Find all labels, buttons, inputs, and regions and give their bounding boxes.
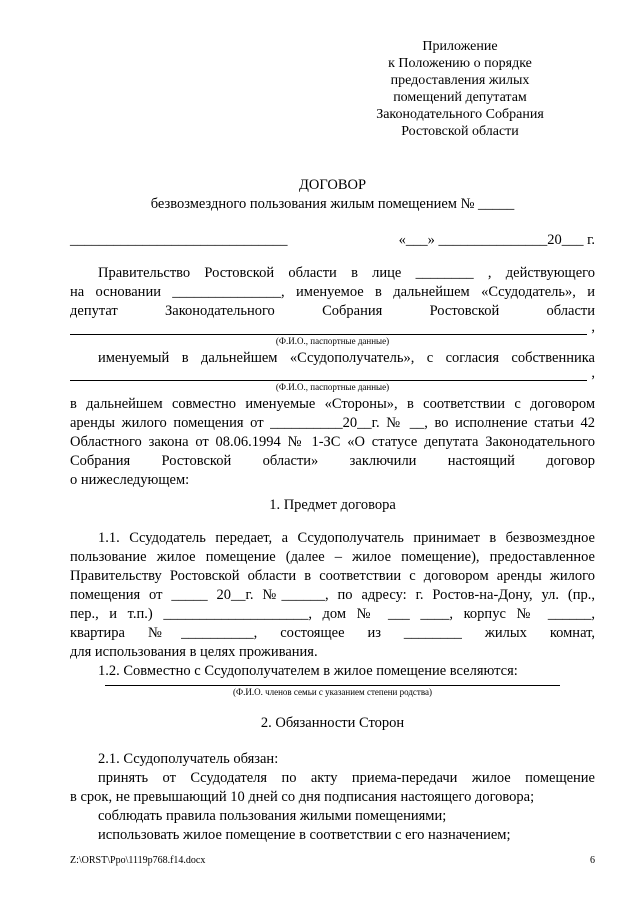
- caption-family: (Ф.И.О. членов семьи с указанием степени родства): [233, 687, 432, 697]
- intro-line: Правительство Ростовской области в лице ________ , действующего: [98, 265, 595, 281]
- clause-line: Правительству Ростовской области в соответствии с договором аренды жилого: [70, 568, 595, 584]
- document-page: [70, 0, 595, 905]
- clause-line: 1.1. Ссудодатель передает, а Ссудополучатель принимает в безвозмездное: [98, 530, 595, 546]
- clause-line: помещения от _____ 20__г. №______, по адресу: г. Ростов-на-Дону, ул. (пр.,: [70, 587, 595, 603]
- document-title: ДОГОВОР: [298, 177, 367, 193]
- place-blank: ______________________________: [70, 232, 288, 248]
- intro-line: на основании _______________, именуемое в дальнейшем «Ссудодатель», и: [70, 284, 595, 300]
- appendix-line: Приложение: [422, 39, 498, 54]
- deputy-name-blank: [70, 334, 587, 335]
- caption-owner: (Ф.И.О., паспортные данные): [275, 382, 390, 392]
- intro-line: в дальнейшем совместно именуемые «Стороны», в соответствии с договором: [70, 396, 595, 412]
- appendix-note: [355, 38, 565, 140]
- comma: ,: [591, 319, 595, 335]
- intro-line: именуемый в дальнейшем «Ссудополучатель», с согласия собственника: [98, 350, 595, 366]
- intro-line: депутат Законодательного Собрания Ростовской области: [70, 303, 595, 319]
- appendix-line: к Положению о порядке: [388, 56, 532, 71]
- intro-line: Областного закона от 08.06.1994 № 1-ЗС «О статусе депутата Законодательного: [70, 434, 595, 450]
- clause-line: принять от Ссудодателя по акту приема-передачи жилое помещение: [98, 770, 595, 786]
- page-number: 6: [590, 855, 595, 866]
- appendix-line: Ростовской области: [401, 124, 519, 139]
- clause-line: пользование жилое помещение (далее – жилое помещение), предоставленное: [70, 549, 595, 565]
- date-blank: «___» _______________20___ г.: [398, 232, 595, 248]
- clause-line: для использования в целях проживания.: [70, 644, 318, 660]
- section-heading-1: 1. Предмет договора: [269, 497, 396, 513]
- footer-file-path: Z:\ORST\Ppo\1119p768.f14.docx: [70, 855, 206, 866]
- clause-line: использовать жилое помещение в соответствии с его назначением;: [98, 827, 511, 843]
- clause-line: 2.1. Ссудополучатель обязан:: [98, 751, 279, 767]
- intro-line: аренды жилого помещения от __________20__г. № __, во исполнение статьи 42: [70, 415, 595, 431]
- caption-deputy: (Ф.И.О., паспортные данные): [275, 336, 390, 346]
- appendix-line: предоставления жилых: [390, 73, 530, 88]
- family-members-blank: [105, 685, 560, 686]
- document-subtitle: безвозмездного пользования жилым помещением № _____: [150, 196, 515, 212]
- clause-line: соблюдать правила пользования жилыми помещениями;: [98, 808, 447, 824]
- intro-line: о нижеследующем:: [70, 472, 190, 488]
- clause-line: 1.2. Совместно с Ссудополучателем в жилое помещение вселяются:: [98, 663, 518, 679]
- clause-line: в срок, не превышающий 10 дней со дня подписания настоящего договора;: [70, 789, 535, 805]
- section-heading-2: 2. Обязанности Сторон: [260, 715, 405, 731]
- comma: ,: [591, 365, 595, 381]
- intro-line: Собрания Ростовской области» заключили настоящий договор: [70, 453, 595, 469]
- appendix-line: помещений депутатам: [393, 90, 527, 105]
- clause-line: пер., и т.п.) ____________________, дом № ___ ____, корпус № ______,: [70, 606, 595, 622]
- appendix-line: Законодательного Собрания: [376, 107, 544, 122]
- owner-name-blank: [70, 380, 587, 381]
- clause-line: квартира №__________, состоящее из ________ жилых комнат,: [70, 625, 595, 641]
